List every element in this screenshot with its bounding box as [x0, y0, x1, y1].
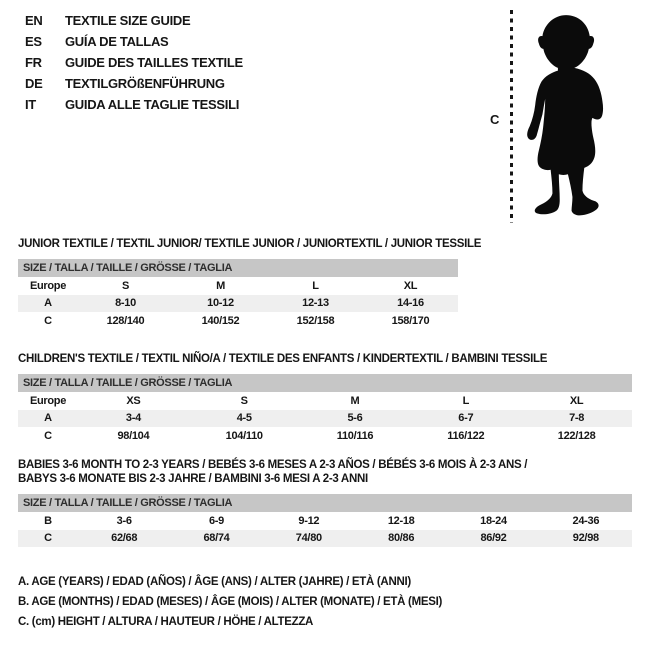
size-cell: 92/98 [572, 532, 599, 545]
row-label: Europe [29, 394, 67, 407]
table-row [18, 312, 458, 330]
size-cell: L [312, 279, 319, 292]
language-code: ES [25, 34, 42, 49]
size-cell: 6-9 [208, 514, 224, 527]
legend-line: B. AGE (MONTHS) / EDAD (MESES) / ÂGE (MOIS) / ALTER (MONATE) / ETÀ (MESI) [18, 596, 443, 608]
size-cell: S [121, 279, 130, 292]
size-table [18, 512, 632, 547]
size-table [18, 392, 632, 445]
table-row [18, 277, 458, 295]
guide-title: TEXTILGRÖßENFÜHRUNG [65, 76, 225, 91]
size-cell: 116/122 [447, 429, 485, 442]
size-header-label: SIZE / TALLA / TAILLE / GRÖSSE / TAGLIA [23, 262, 233, 274]
toddler-silhouette-icon [517, 4, 617, 230]
language-row [25, 10, 243, 31]
row-label: C [44, 314, 52, 327]
legend-line: A. AGE (YEARS) / EDAD (AÑOS) / ÂGE (ANS) / ALTER (JAHRE) / ETÀ (ANNI) [18, 576, 411, 588]
size-cell: 140/152 [201, 314, 240, 327]
row-label: Europe [29, 279, 67, 292]
table-title [18, 458, 632, 486]
size-cell: XL [403, 279, 418, 292]
table-title-line: CHILDREN'S TEXTILE / TEXTIL NIÑO/A / TEXTILE DES ENFANTS / KINDERTEXTIL / BAMBINI TESSILE [18, 353, 548, 365]
size-cell: S [240, 394, 248, 407]
size-cell: 104/110 [225, 429, 263, 442]
size-header-bar [18, 259, 458, 277]
language-code: EN [25, 13, 43, 28]
table-row [18, 295, 458, 313]
size-cell: 152/158 [296, 314, 335, 327]
table-row [18, 410, 632, 428]
row-label: C [44, 532, 52, 545]
size-cell: 12-18 [387, 514, 415, 527]
table-row [18, 427, 632, 445]
size-cell: 158/170 [391, 314, 430, 327]
size-cell: XL [569, 394, 584, 407]
size-cell: 3-4 [125, 412, 141, 425]
guide-title: GUÍA DE TALLAS [65, 34, 169, 49]
size-cell: 4-5 [236, 412, 252, 425]
table-title-line: JUNIOR TEXTILE / TEXTIL JUNIOR/ TEXTILE JUNIOR / JUNIORTEXTIL / JUNIOR TESSILE [18, 238, 482, 250]
size-cell: 6-7 [458, 412, 474, 425]
language-title-block [25, 10, 243, 115]
size-cell: 14-16 [397, 297, 424, 310]
table-title [18, 352, 632, 366]
size-cell: 98/104 [117, 429, 150, 442]
row-label: A [44, 412, 52, 425]
table-title-line: BABIES 3-6 MONTH TO 2-3 YEARS / BEBÉS 3-6 MESES A 2-3 AÑOS / BÉBÉS 3-6 MOIS À 2-3 ANS / [18, 459, 528, 471]
size-cell: 7-8 [569, 412, 585, 425]
size-cell: 86/92 [480, 532, 507, 545]
height-dotted-line [510, 10, 513, 223]
size-cell: 128/140 [106, 314, 145, 327]
size-cell: L [462, 394, 469, 407]
size-cell: 5-6 [347, 412, 363, 425]
table-row [18, 512, 632, 530]
childrens-textile-section [18, 352, 632, 445]
size-cell: XS [126, 394, 141, 407]
row-label: C [44, 429, 52, 442]
table-row [18, 392, 632, 410]
legend-line: C. (cm) HEIGHT / ALTURA / HAUTEUR / HÖHE / ALTEZZA [18, 616, 314, 628]
size-cell: 8-10 [115, 297, 136, 310]
size-cell: 122/128 [557, 429, 596, 442]
guide-title: TEXTILE SIZE GUIDE [65, 13, 191, 28]
size-cell: 3-6 [116, 514, 132, 527]
size-table [18, 277, 458, 330]
table-title-line: BABYS 3-6 MONATE BIS 2-3 JAHRE / BAMBINI 3-6 MESI A 2-3 ANNI [18, 473, 368, 485]
size-cell: 110/116 [336, 429, 374, 442]
size-header-label: SIZE / TALLA / TAILLE / GRÖSSE / TAGLIA [23, 377, 233, 389]
size-cell: M [216, 279, 225, 292]
language-code: FR [25, 55, 42, 70]
language-row [25, 73, 243, 94]
junior-textile-section [18, 237, 482, 330]
size-cell: 62/68 [111, 532, 138, 545]
table-title [18, 237, 482, 251]
size-cell: 18-24 [480, 514, 507, 527]
size-cell: 10-12 [207, 297, 234, 310]
language-row [25, 31, 243, 52]
language-code: DE [25, 76, 43, 91]
size-cell: 68/74 [203, 532, 230, 545]
guide-title: GUIDA ALLE TAGLIE TESSILI [65, 97, 240, 112]
size-header-bar [18, 374, 632, 392]
row-label: A [44, 297, 52, 310]
size-cell: M [350, 394, 360, 407]
size-cell: 80/86 [388, 532, 415, 545]
size-header-bar [18, 494, 632, 512]
language-row [25, 94, 243, 115]
size-cell: 9-12 [298, 514, 320, 527]
table-row [18, 530, 632, 548]
measure-legend [18, 572, 442, 632]
size-cell: 24-36 [572, 514, 600, 527]
height-measure-label: C [490, 112, 500, 127]
size-cell: 12-13 [302, 297, 329, 310]
size-cell: 74/80 [295, 532, 322, 545]
height-measure-figure [484, 4, 634, 234]
language-code: IT [25, 97, 36, 112]
babies-textile-section [18, 458, 632, 547]
guide-title: GUIDE DES TAILLES TEXTILE [65, 55, 243, 70]
row-label: B [44, 514, 52, 527]
size-header-label: SIZE / TALLA / TAILLE / GRÖSSE / TAGLIA [23, 497, 233, 509]
language-row [25, 52, 243, 73]
